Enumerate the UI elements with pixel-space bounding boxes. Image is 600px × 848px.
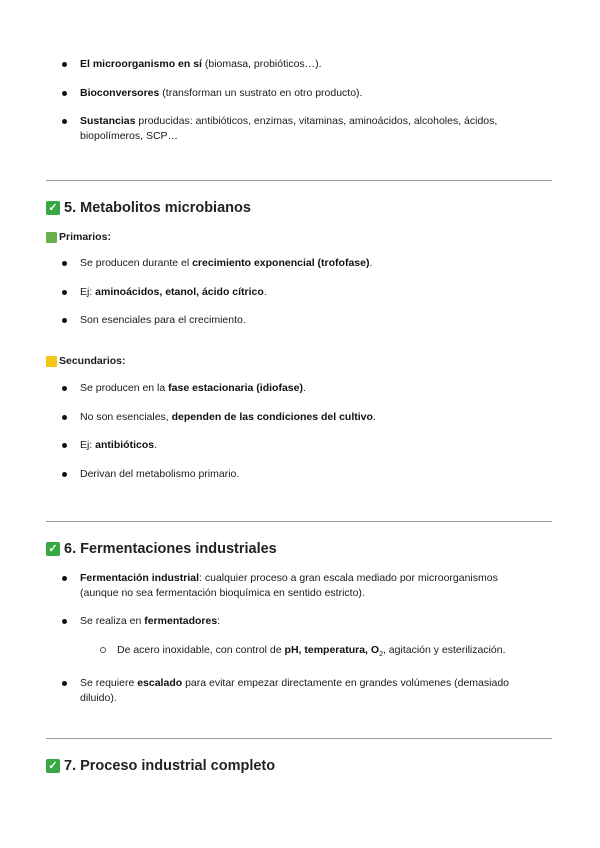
section-title: 5. Metabolitos microbianos <box>64 200 251 216</box>
list-item-bold: Sustancias <box>80 115 136 127</box>
check-icon: ✓ <box>46 542 60 556</box>
list-item <box>0 313 600 328</box>
list-item-text: (biomasa, probióticos…). <box>201 58 322 70</box>
divider <box>46 180 552 181</box>
section-heading <box>46 200 251 216</box>
green-square-icon <box>46 232 57 243</box>
section-heading <box>46 758 275 774</box>
list-item <box>0 571 600 600</box>
section-title: 7. Proceso industrial completo <box>64 758 276 774</box>
text: Se requiere <box>80 677 138 690</box>
fermentaciones-list <box>0 571 600 719</box>
sub-list-item <box>0 643 600 663</box>
text: para evitar empezar directamente en grandes volúmenes (demasiado diluido). <box>80 677 509 704</box>
list-item-bold: Bioconversores <box>80 86 160 99</box>
text: Se producen en la <box>80 382 169 394</box>
text: No son esenciales, <box>80 410 172 423</box>
text: Ej: <box>80 439 96 451</box>
list-item <box>0 467 600 482</box>
subheading-secundarios <box>46 355 126 367</box>
text-bold: fermentadores <box>144 615 218 627</box>
yellow-square-icon <box>46 356 57 367</box>
text: . <box>369 257 373 269</box>
text: . <box>263 285 267 298</box>
primarios-list <box>0 256 600 342</box>
text: Son esenciales para el crecimiento. <box>80 314 246 326</box>
check-icon: ✓ <box>46 201 60 215</box>
text-bold: antibióticos <box>95 439 155 451</box>
intro-list <box>0 57 600 157</box>
text: . <box>154 439 158 451</box>
text: De acero inoxidable, con control de <box>117 643 285 656</box>
list-item <box>0 285 600 300</box>
divider <box>46 521 552 522</box>
subheading-label: Secundarios: <box>59 355 126 367</box>
secundarios-list <box>0 381 600 495</box>
text: , agitación y esterilización. <box>382 643 506 656</box>
list-item <box>0 438 600 453</box>
text: Derivan del metabolismo primario. <box>80 467 240 480</box>
text: Ej: <box>80 285 96 298</box>
text-bold: aminoácidos, etanol, ácido cítrico <box>95 285 264 298</box>
text: : <box>217 615 221 627</box>
text: . <box>372 410 376 423</box>
text: : cualquier proceso a gran escala mediado por microorganismos (aunque no sea fermentación bioquímica en sentido estricto). <box>80 572 498 599</box>
text: . <box>302 382 306 394</box>
text-bold: Fermentación industrial <box>80 572 200 584</box>
section-heading <box>46 541 277 557</box>
text-bold: dependen de las condiciones del cultivo <box>171 410 373 423</box>
list-item <box>0 57 600 72</box>
subheading-label: Primarios: <box>59 231 111 243</box>
list-item <box>0 410 600 425</box>
text-bold: escalado <box>137 677 183 690</box>
list-item <box>0 86 600 101</box>
section-title: 6. Fermentaciones industriales <box>64 541 277 557</box>
list-item <box>0 676 600 705</box>
text: Se producen durante el <box>80 257 193 269</box>
text-bold: pH, temperatura, O <box>284 643 380 656</box>
list-item-text: producidas: antibióticos, enzimas, vitaminas, aminoácidos, alcoholes, ácidos, biopolímeros, SCP… <box>80 115 498 142</box>
subscript: 2 <box>379 650 383 658</box>
text-bold: fase estacionaria (idiofase) <box>168 382 303 394</box>
subheading-primarios <box>46 231 111 243</box>
list-item <box>0 381 600 396</box>
divider <box>46 738 552 739</box>
list-item <box>0 614 600 629</box>
list-item-bold: El microorganismo en sí <box>80 58 202 70</box>
list-item-text: (transforman un sustrato en otro producto). <box>159 86 363 99</box>
text: Se realiza en <box>80 615 145 627</box>
text-bold: crecimiento exponencial (trofofase) <box>192 257 370 269</box>
check-icon: ✓ <box>46 759 60 773</box>
list-item <box>0 256 600 271</box>
list-item <box>0 114 600 143</box>
